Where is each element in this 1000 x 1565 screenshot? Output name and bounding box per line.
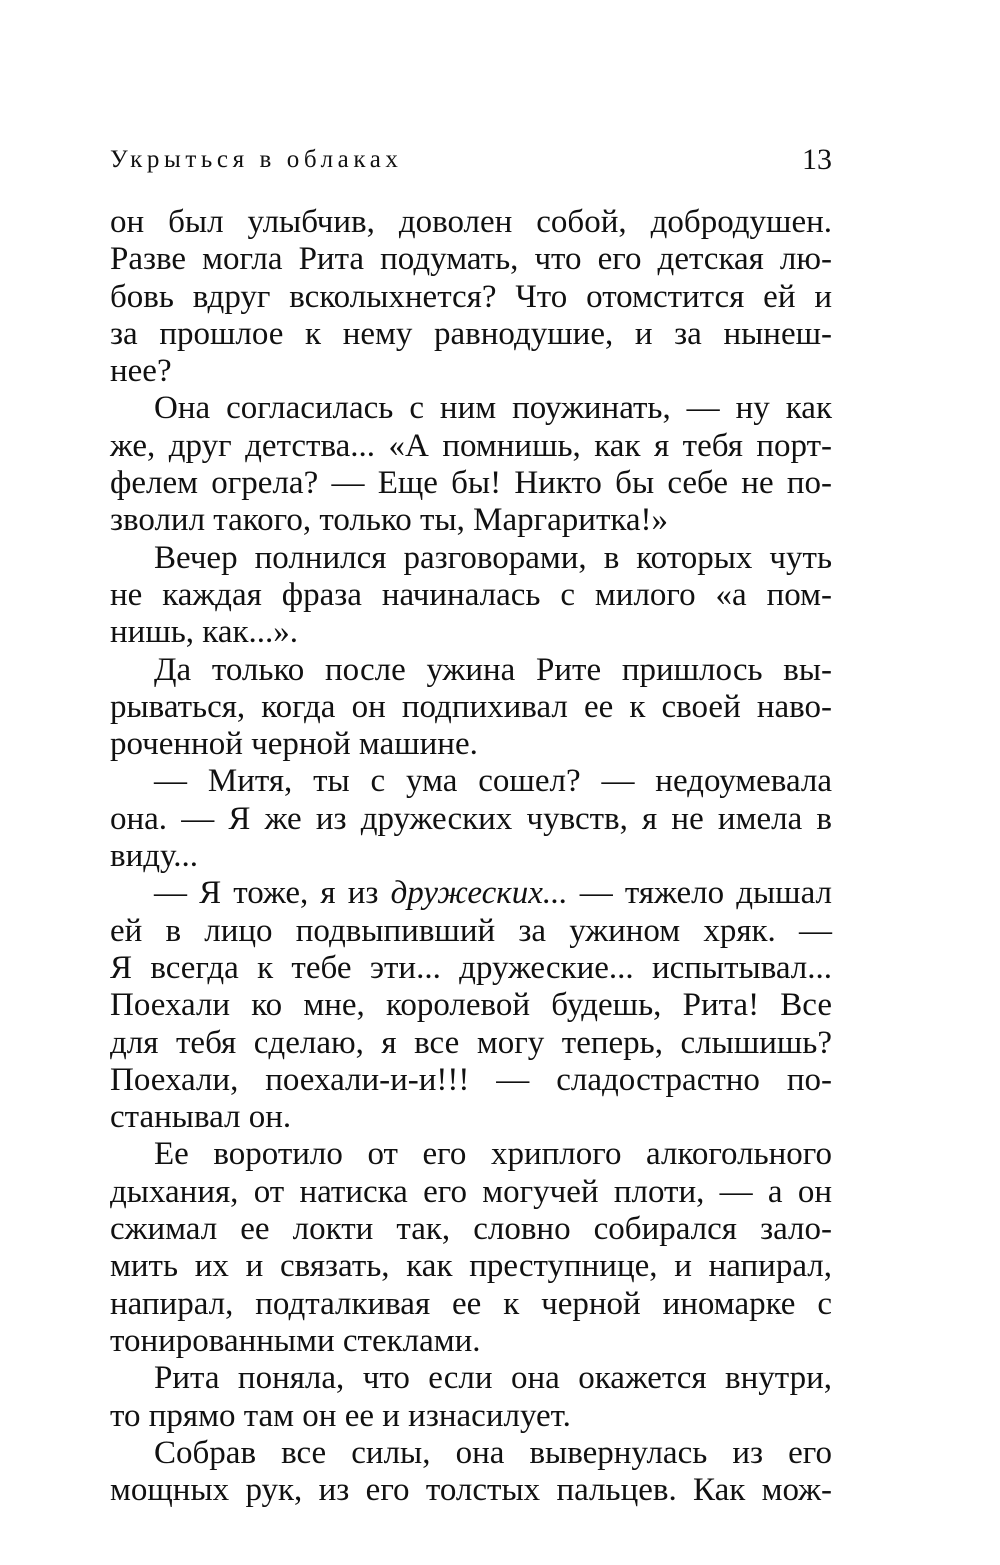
text-line: тонированными стеклами.: [110, 1322, 481, 1359]
text-line: то прямо там он ее и изнасилует.: [110, 1397, 571, 1434]
text-line: виду...: [110, 838, 198, 875]
text-line: Вечер полнился разговорами, в которых чуть: [154, 539, 832, 576]
body-text: [110, 204, 832, 1509]
text-line: Рита поняла, что если она окажется внутри,: [154, 1360, 832, 1397]
text-line: бовь вдруг всколыхнется? Что отомстится ей и: [110, 278, 832, 315]
page-number: 13: [802, 143, 832, 176]
text-line: мить их и связать, как преступнице, и напирал,: [110, 1248, 832, 1285]
text-line: роченной черной машине.: [110, 726, 478, 763]
text-line: Я всегда к тебе эти... дружеские... испытывал...: [110, 949, 832, 986]
text-line: станывал он.: [110, 1099, 292, 1136]
text-line: за прошлое к нему равнодушие, и за нынеш-: [110, 315, 832, 352]
text-line: — Митя, ты с ума сошел? — недоумевала: [154, 763, 832, 800]
text-line: нее?: [110, 353, 172, 390]
text-line: фелем огрела? — Еще бы! Никто бы себе не по-: [110, 465, 832, 502]
text-line: не каждая фраза начиналась с милого «а пом-: [110, 576, 832, 613]
text-line: он был улыбчив, доволен собой, добродушен.: [110, 204, 832, 240]
text-line: Ее воротило от его хриплого алкогольного: [154, 1136, 832, 1173]
running-head: [110, 140, 832, 180]
text-line: ей в лицо подвыпивший за ужином хряк. —: [110, 912, 832, 949]
text-line: для тебя сделаю, я все могу теперь, слышишь?: [110, 1024, 832, 1061]
text-line: сжимал ее локти так, словно собирался зало-: [110, 1211, 832, 1248]
text-line: Да только после ужина Рите пришлось вы-: [154, 651, 832, 688]
text-run: — Я тоже, я из: [154, 875, 391, 912]
text-line: рываться, когда он подпихивал ее к своей наво-: [110, 688, 832, 725]
text-line: дыхания, от натиска его могучей плоти, — а он: [110, 1173, 832, 1210]
text-line: же, друг детства... «А помнишь, как я тебя порт-: [110, 427, 832, 464]
text-line: Поехали, поехали-и-и!!! — сладострастно по-: [110, 1061, 832, 1098]
text-line: она. — Я же из дружеских чувств, я не имела в: [110, 800, 832, 837]
text-line: Она согласилась с ним поужинать, — ну как: [154, 390, 832, 427]
running-title: Укрыться в облаках: [110, 146, 403, 173]
text-line: напирал, подталкивая ее к черной иномарке с: [110, 1285, 832, 1322]
italic-emphasis: дружеских...: [390, 875, 568, 912]
text-line: мощных рук, из его толстых пальцев. Как мож-: [110, 1472, 832, 1509]
text-line-with-italic: [110, 875, 832, 912]
text-line: зволил такого, только ты, Маргаритка!»: [110, 502, 669, 539]
text-line: Поехали ко мне, королевой будешь, Рита! Все: [110, 987, 832, 1024]
text-run: — тяжело дышал: [567, 875, 832, 912]
text-line: Собрав все силы, она вывернулась из его: [154, 1434, 832, 1471]
text-line: Разве могла Рита подумать, что его детская лю-: [110, 241, 832, 278]
text-line: нишь, как...».: [110, 614, 298, 651]
